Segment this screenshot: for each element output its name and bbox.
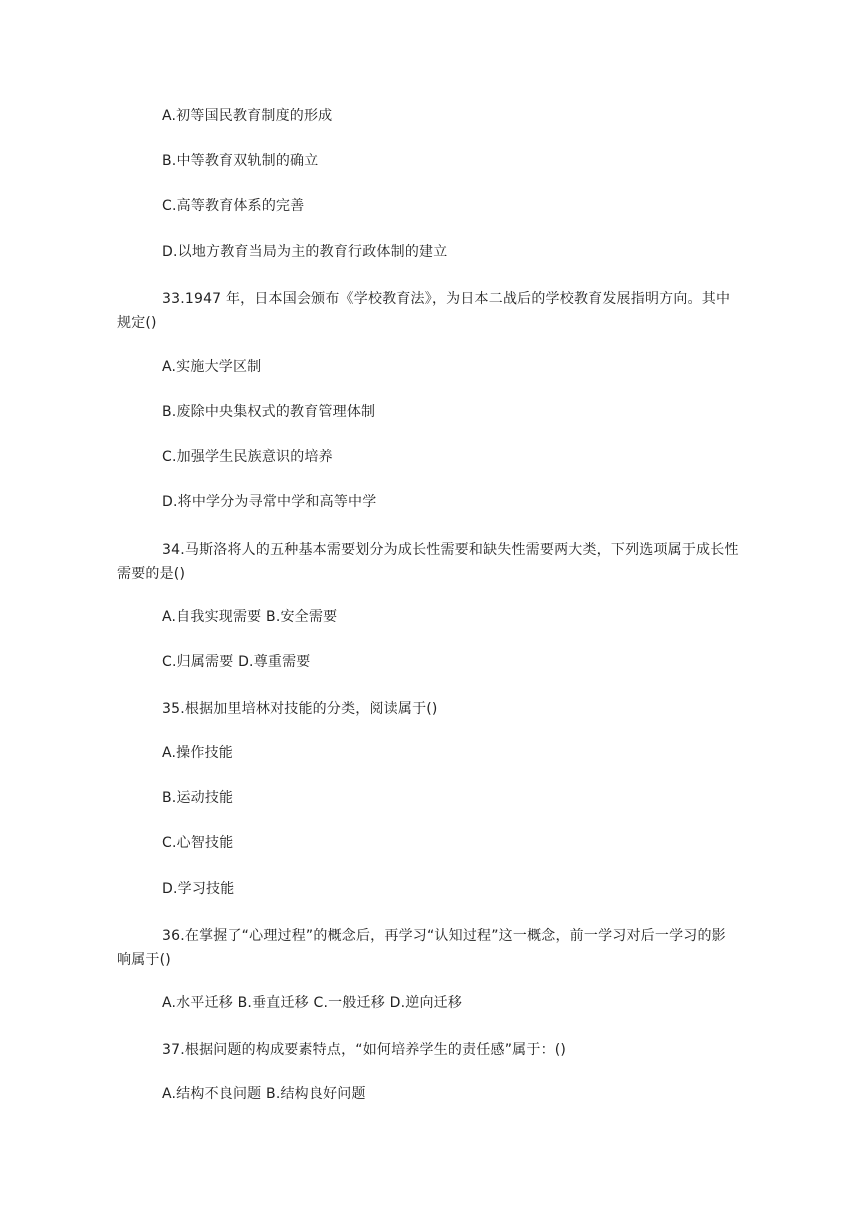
option-text: A.结构不良问题 B.结构良好问题 (162, 1086, 366, 1102)
option-text: D.学习技能 (162, 881, 235, 897)
option-text: B.运动技能 (162, 790, 234, 806)
option-text: C.高等教育体系的完善 (162, 198, 305, 214)
option-text: B.废除中央集权式的教育管理体制 (162, 404, 376, 420)
question-text: 36.在掌握了“心理过程”的概念后，再学习“认知过程”这一概念，前一学习对后一学习的影响属于() (117, 928, 726, 968)
option-text: D.以地方教育当局为主的教育行政体制的建立 (162, 244, 448, 260)
question-text: 37.根据问题的构成要素特点，“如何培养学生的责任感”属于：() (162, 1042, 567, 1058)
option-text: D.将中学分为寻常中学和高等中学 (162, 494, 377, 510)
option-text: A.操作技能 (162, 745, 233, 761)
option-text: A.实施大学区制 (162, 359, 262, 375)
option-text: A.水平迁移 B.垂直迁移 C.一般迁移 D.逆向迁移 (162, 995, 463, 1011)
option-text: B.中等教育双轨制的确立 (162, 153, 319, 169)
option-text: A.初等国民教育制度的形成 (162, 108, 333, 124)
question-text: 34.马斯洛将人的五种基本需要划分为成长性需要和缺失性需要两大类，下列选项属于成长性需要的是() (117, 542, 739, 582)
option-text: C.加强学生民族意识的培养 (162, 449, 333, 465)
question-text: 35.根据加里培林对技能的分类，阅读属于() (162, 701, 438, 717)
option-text: A.自我实现需要 B.安全需要 (162, 609, 338, 625)
option-text: C.心智技能 (162, 835, 234, 851)
option-text: C.归属需要 D.尊重需要 (162, 654, 311, 670)
question-text: 33.1947 年，日本国会颁布《学校教育法》，为日本二战后的学校教育发展指明方向。其中规定() (117, 291, 731, 331)
